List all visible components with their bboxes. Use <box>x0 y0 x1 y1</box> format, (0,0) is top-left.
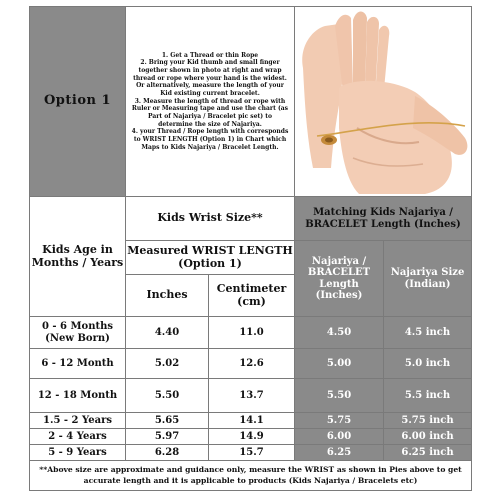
table-row <box>30 379 472 413</box>
cell-inches: 4.40 <box>126 317 209 349</box>
instructions <box>126 7 295 197</box>
cell-cm: 13.7 <box>209 379 295 413</box>
cell-indian: 6.00 inch <box>384 429 472 445</box>
cell-inches: 5.50 <box>126 379 209 413</box>
cell-inches: 5.65 <box>126 413 209 429</box>
table-row <box>30 429 472 445</box>
header-age: Kids Age in Months / Years <box>30 197 126 317</box>
instruction-step-2: 2. Bring your Kid thumb and small finger together shown in photo at right and wrap thread or rope where your hand is the widest. Or alternatively, measure the length of your Kid existing current bracelet. <box>133 59 287 97</box>
size-chart-table <box>29 6 472 491</box>
cell-inches: 5.97 <box>126 429 209 445</box>
cell-cm: 15.7 <box>209 445 295 461</box>
cell-age: 2 - 4 Years <box>30 429 126 445</box>
cell-cm: 12.6 <box>209 349 295 379</box>
cell-najariya-inches: 6.25 <box>295 445 384 461</box>
header-inches: Inches <box>126 275 209 317</box>
cell-inches: 5.02 <box>126 349 209 379</box>
cell-najariya-inches: 5.00 <box>295 349 384 379</box>
cell-age: 1.5 - 2 Years <box>30 413 126 429</box>
instruction-step-4: 4. your Thread / Rope length with corresponds to WRIST LENGTH (Option 1) in Chart which Maps to Kids Najariya / Bracelet Length. <box>131 128 289 151</box>
cell-age: 12 - 18 Month <box>30 379 126 413</box>
cell-age: 0 - 6 Months (New Born) <box>30 317 126 349</box>
cell-najariya-inches: 5.50 <box>295 379 384 413</box>
cell-indian: 6.25 inch <box>384 445 472 461</box>
cell-inches: 6.28 <box>126 445 209 461</box>
header-najariya-indian: Najariya Size (Indian) <box>384 241 472 317</box>
option-label: Option 1 <box>30 7 126 197</box>
table-row <box>30 445 472 461</box>
table-row <box>30 349 472 379</box>
cell-indian: 5.5 inch <box>384 379 472 413</box>
header-measured: Measured WRIST LENGTH (Option 1) <box>126 241 295 275</box>
cell-najariya-inches: 6.00 <box>295 429 384 445</box>
instruction-step-1: 1. Get a Thread or thin Rope <box>161 51 259 59</box>
cell-age: 5 - 9 Years <box>30 445 126 461</box>
header-matching: Matching Kids Najariya / BRACELET Length (Inches) <box>295 197 472 241</box>
hand-measure-photo <box>295 7 472 197</box>
cell-age: 6 - 12 Month <box>30 349 126 379</box>
hand-photo-image <box>295 8 471 196</box>
instruction-step-3: 3. Measure the length of thread or rope with Ruler or Measuring tape and use the chart (as Part of Najariya / Bracelet pic set) to determine the size of Najariya. <box>131 97 289 128</box>
cell-indian: 5.75 inch <box>384 413 472 429</box>
cell-najariya-inches: 5.75 <box>295 413 384 429</box>
table-row <box>30 413 472 429</box>
size-chart <box>29 6 471 494</box>
header-wrist-size: Kids Wrist Size** <box>126 197 295 241</box>
header-cm: Centimeter (cm) <box>209 275 295 317</box>
cell-cm: 11.0 <box>209 317 295 349</box>
cell-indian: 5.0 inch <box>384 349 472 379</box>
cell-cm: 14.1 <box>209 413 295 429</box>
header-najariya-inches: Najariya / BRACELET Length (Inches) <box>295 241 384 317</box>
cell-indian: 4.5 inch <box>384 317 472 349</box>
footnote: **Above size are approximate and guidance only, measure the WRIST as shown in Pies above to get accurate length and it is applicable to products (Kids Najariya / Bracelets etc) <box>30 461 472 491</box>
table-row <box>30 317 472 349</box>
cell-najariya-inches: 4.50 <box>295 317 384 349</box>
cell-cm: 14.9 <box>209 429 295 445</box>
